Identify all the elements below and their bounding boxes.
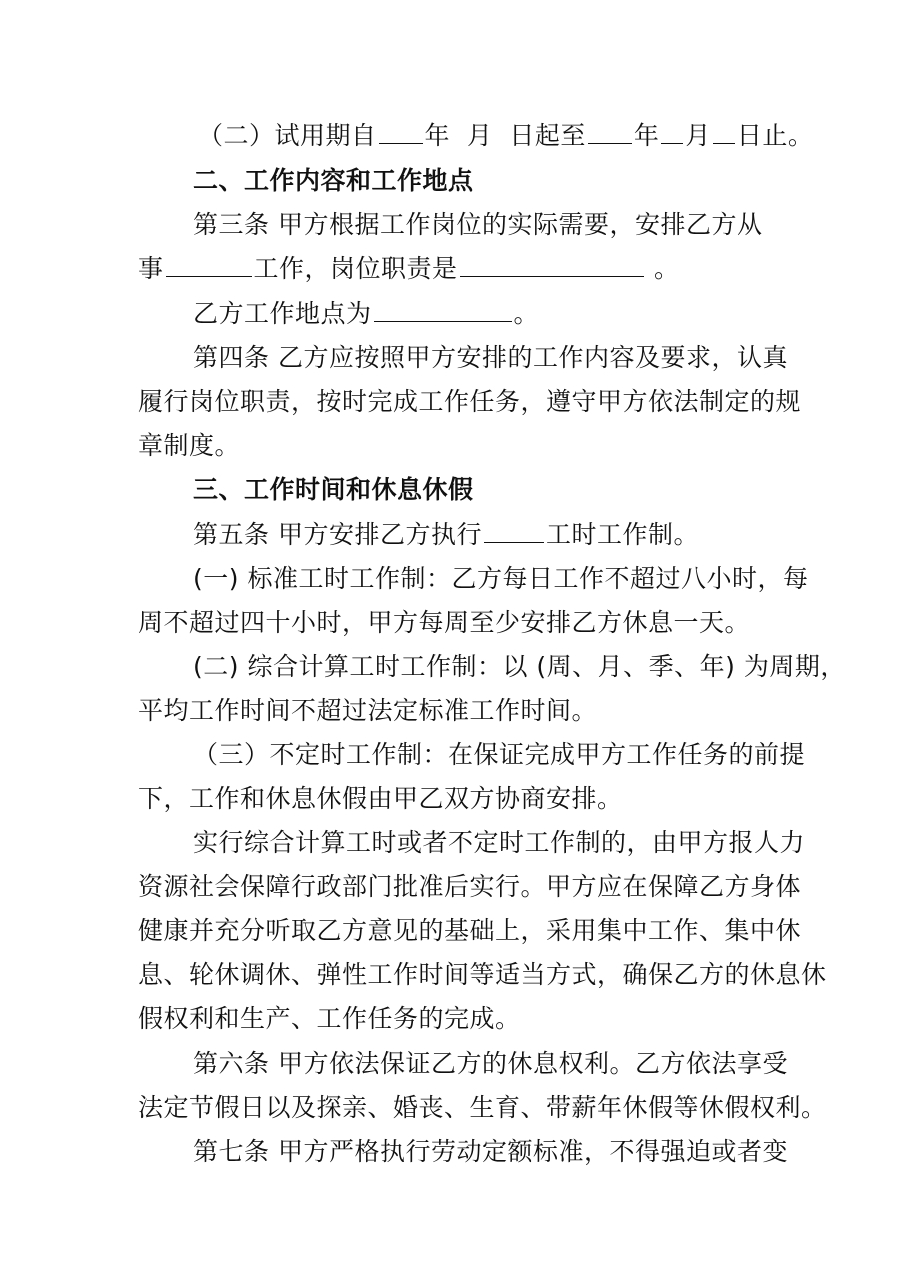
probation-month1: 月 — [466, 121, 493, 150]
implementation-line4: 息、轮休调休、弹性工作时间等适当方式，确保乙方的休息休 — [138, 960, 827, 989]
probation-year2: 年 — [633, 121, 660, 150]
implementation-line2: 资源社会保障行政部门批准后实行。甲方应在保障乙方身体 — [138, 872, 802, 901]
probation-day1: 日起至 — [509, 121, 586, 150]
article3-line1: 第三条 甲方根据工作岗位的实际需要，安排乙方从 — [193, 210, 763, 239]
article3-line2 — [138, 247, 778, 291]
standard-hours-line1: (一) 标准工时工作制：乙方每日工作不超过八小时，每 — [193, 564, 809, 593]
standard-hours-line2: 周不超过四十小时，甲方每周至少安排乙方休息一天。 — [138, 608, 751, 637]
workplace-prefix: 乙方工作地点为 — [193, 299, 372, 328]
article7-line1: 第七条 甲方严格执行劳动定额标准，不得强迫或者变 — [193, 1137, 788, 1166]
blank-workplace[interactable] — [374, 297, 512, 322]
blank-year-end[interactable] — [588, 119, 632, 144]
blank-job-type[interactable] — [166, 252, 252, 277]
probation-period-line — [198, 114, 838, 158]
blank-year-start[interactable] — [379, 119, 423, 144]
article3-line2-end: 。 — [653, 254, 680, 283]
probation-year1: 年 — [424, 121, 451, 150]
blank-job-duties[interactable] — [460, 252, 644, 277]
article5-suffix: 工时工作制。 — [545, 520, 699, 549]
article4-line3: 章制度。 — [138, 431, 241, 460]
probation-month2: 月 — [685, 121, 711, 150]
workplace-line — [193, 292, 833, 336]
article4-line1: 第四条 乙方应按照甲方安排的工作内容及要求，认真 — [193, 343, 788, 372]
article6-line1: 第六条 甲方依法保证乙方的休息权利。乙方依法享受 — [193, 1049, 788, 1078]
section2-heading: 二、工作内容和工作地点 — [193, 166, 474, 195]
blank-month-end[interactable] — [661, 119, 683, 144]
blank-day-end[interactable] — [713, 119, 735, 144]
article5-prefix: 第五条 甲方安排乙方执行 — [193, 520, 482, 549]
probation-day2: 日止。 — [736, 121, 814, 150]
article3-line2-start: 事 — [138, 254, 164, 283]
comprehensive-hours-line2: 平均工作时间不超过法定标准工作时间。 — [138, 696, 598, 725]
section3-heading: 三、工作时间和休息休假 — [193, 475, 474, 504]
article5-line — [193, 513, 833, 557]
blank-working-hours-system[interactable] — [484, 518, 544, 543]
comprehensive-hours-line1: (二) 综合计算工时工作制：以 (周、月、季、年) 为周期， — [193, 652, 846, 681]
implementation-line1: 实行综合计算工时或者不定时工作制的，由甲方报人力 — [193, 828, 806, 857]
flexible-hours-line2: 下，工作和休息休假由甲乙双方协商安排。 — [138, 784, 623, 813]
probation-prefix: （二）试用期自 — [198, 121, 377, 150]
article3-line2-middle: 工作，岗位职责是 — [253, 254, 458, 283]
implementation-line3: 健康并充分听取乙方意见的基础上，采用集中工作、集中休 — [138, 916, 802, 945]
article4-line2: 履行岗位职责，按时完成工作任务，遵守甲方依法制定的规 — [138, 387, 802, 416]
implementation-line5: 假权利和生产、工作任务的完成。 — [138, 1004, 521, 1033]
article6-line2: 法定节假日以及探亲、婚丧、生育、带薪年休假等休假权利。 — [138, 1093, 827, 1122]
workplace-suffix: 。 — [513, 299, 540, 328]
flexible-hours-line1: （三）不定时工作制：在保证完成甲方工作任务的前提 — [193, 740, 806, 769]
